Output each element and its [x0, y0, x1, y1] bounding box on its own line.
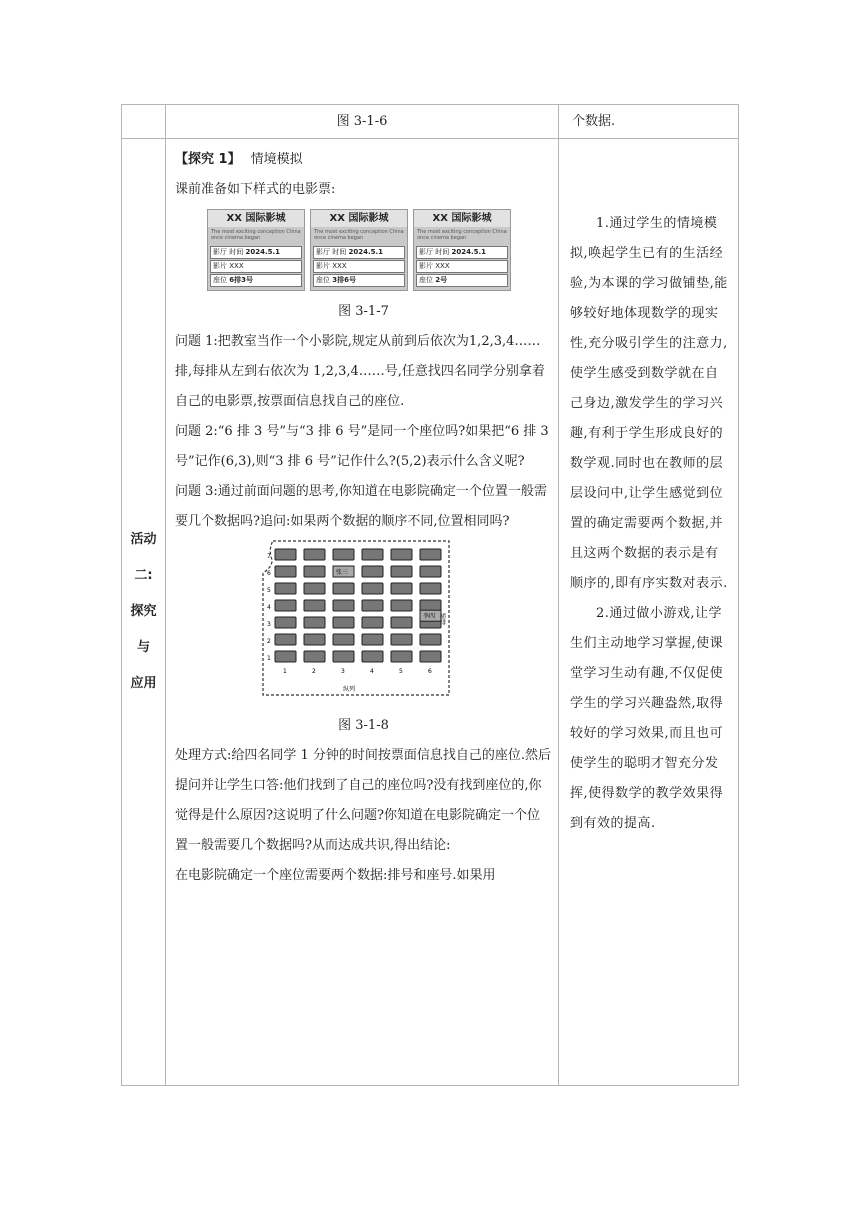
seat	[362, 566, 383, 577]
process-text: 处理方式:给四名同学 1 分钟的时间按票面信息找自己的座位.然后提问并让学生口答:他们找到了自己的座位吗?没有找到座位的,你觉得是什么原因?这说明了什么问题?你知道在电影院确定一个位置一般需要几个数据吗?从而达成共识,得出结论:	[175, 748, 552, 853]
ticket-date: 2024.5.1	[451, 248, 487, 256]
activity-label-line: 活动	[130, 532, 157, 547]
question-3: 问题 3:通过前面问题的思考,你知道在电影院确定一个位置一般需要几个数据吗?追问:如果两个数据的顺序不同,位置相同吗?	[175, 484, 547, 529]
ticket-slogan: The most exciting conception China once cinema began	[211, 229, 301, 241]
activity-label-line: 二:	[134, 568, 153, 583]
column-number-label: 4	[370, 668, 374, 675]
activity-label-line: 探究	[130, 604, 157, 619]
seat	[420, 549, 441, 560]
ticket-seat: 2号	[435, 276, 448, 284]
ticket-hall-label: 影厅	[419, 248, 433, 256]
row-number-label: 6	[267, 570, 271, 577]
ticket-figure	[207, 209, 552, 291]
ticket-brand: XX 国际影城	[208, 210, 304, 227]
seat	[304, 651, 325, 662]
conclusion-text: 在电影院确定一个座位需要两个数据:排号和座号.如果用	[175, 868, 496, 883]
ticket-seat: 3排6号	[332, 276, 356, 284]
section-title: 情境模拟	[250, 152, 303, 167]
ticket-film-label: 影片	[316, 262, 330, 270]
seat	[333, 549, 354, 560]
ticket-film: XXX	[229, 262, 244, 270]
ticket-line-seat	[210, 274, 302, 287]
ticket-line-film	[416, 260, 508, 273]
ticket-line-film	[210, 260, 302, 273]
seat	[333, 600, 354, 611]
seat	[275, 617, 296, 628]
seat	[304, 617, 325, 628]
side-note: 1.通过学生的情境模拟,唤起学生已有的生活经验,为本课的学习做铺垫,能够较好地体现数学的现实性,充分吸引学生的注意力,使学生感受到数学就在自己身边,激发学生的学习兴趣,有利于学生形成良好的数学观.同时也在教师的层层设问中,让学生感觉到位置的确定需要两个数据,并且这两个数据的表示是有顺序的,即有序实数对表示.	[570, 216, 728, 591]
seat	[391, 600, 412, 611]
movie-ticket	[310, 209, 408, 291]
ticket-brand: XX 国际影城	[414, 210, 510, 227]
section-badge: 【探究 1】	[175, 152, 241, 167]
ticket-seat: 6排3号	[229, 276, 253, 284]
question-2: 问题 2:“6 排 3 号”与“3 排 6 号”是同一个座位吗?如果把“6 排 3 号”记作(6,3),则“3 排 6 号”记作什么?(5,2)表示什么含义呢?	[175, 424, 549, 469]
seat	[362, 634, 383, 645]
row-number-label: 2	[267, 638, 271, 645]
activity-label	[122, 139, 166, 1086]
seat	[391, 634, 412, 645]
ticket-film-label: 影片	[419, 262, 433, 270]
seat	[275, 634, 296, 645]
column-number-label: 6	[428, 668, 432, 675]
seat	[275, 600, 296, 611]
intro-text: 课前准备如下样式的电影票:	[175, 182, 336, 197]
ticket-film: XXX	[332, 262, 347, 270]
ticket-time-label: 时间	[229, 248, 244, 256]
seat	[275, 549, 296, 560]
seat	[304, 634, 325, 645]
seat-person-a-label: 张三	[336, 569, 349, 576]
seat	[420, 566, 441, 577]
ticket-line-film	[313, 260, 405, 273]
column-number-label: 1	[283, 668, 287, 675]
ticket-brand: XX 国际影城	[311, 210, 407, 227]
ticket-film: XXX	[435, 262, 450, 270]
ticket-line-seat	[313, 274, 405, 287]
question-1: 问题 1:把教室当作一个小影院,规定从前到后依次为1,2,3,4……排,每排从左到右依次为 1,2,3,4……号,任意找四名同学分别拿着自己的电影票,按票面信息找自己的座位.	[175, 334, 545, 409]
column-number-label: 3	[341, 668, 345, 675]
row-number-label: 7	[267, 553, 271, 560]
figure-caption-3-1-8: 图 3-1-8	[338, 718, 389, 733]
seat-chart	[261, 539, 457, 699]
seat	[420, 583, 441, 594]
ticket-film-label: 影片	[213, 262, 227, 270]
activity-label-line: 与	[136, 640, 150, 655]
seat	[333, 583, 354, 594]
seat	[362, 617, 383, 628]
figure-caption-3-1-6: 图 3-1-6	[166, 105, 559, 139]
seat-chart-figure	[261, 539, 552, 711]
seat	[391, 617, 412, 628]
ticket-slogan: The most exciting conception China once cinema began	[417, 229, 507, 241]
column-axis-label: 纵列	[343, 686, 356, 693]
ticket-time-label: 时间	[332, 248, 347, 256]
ticket-date: 2024.5.1	[348, 248, 384, 256]
ticket-line-seat	[416, 274, 508, 287]
ticket-hall-label: 影厅	[213, 248, 227, 256]
ticket-line-time	[416, 246, 508, 259]
seat	[391, 583, 412, 594]
seat	[275, 651, 296, 662]
ticket-line-time	[313, 246, 405, 259]
seat	[275, 566, 296, 577]
row-axis-label: 横排	[438, 613, 446, 625]
side-note: 2.通过做小游戏,让学生们主动地学习掌握,使课堂学习生动有趣,不仅促使学生的学习兴趣盎然,取得较好的学习效果,而且也可使学生的聪明才智充分发挥,使得数学的教学效果得到有效的提高.	[570, 606, 724, 831]
main-content	[166, 139, 559, 1086]
movie-ticket	[413, 209, 511, 291]
lesson-table	[121, 104, 739, 1086]
seat	[391, 549, 412, 560]
ticket-seat-label: 座位	[419, 276, 433, 284]
ticket-line-time	[210, 246, 302, 259]
seat	[333, 651, 354, 662]
seat	[420, 600, 441, 611]
ticket-seat-label: 座位	[316, 276, 330, 284]
seat	[333, 617, 354, 628]
ticket-time-label: 时间	[435, 248, 450, 256]
seat	[304, 549, 325, 560]
seat	[362, 651, 383, 662]
seat	[391, 651, 412, 662]
seat	[304, 600, 325, 611]
row-number-label: 3	[267, 621, 271, 628]
seat	[304, 583, 325, 594]
ticket-hall-label: 影厅	[316, 248, 330, 256]
seat	[362, 600, 383, 611]
seat	[420, 651, 441, 662]
side-text-top: 个数据.	[559, 105, 739, 139]
activity-label-line: 应用	[130, 676, 157, 691]
seat-person-b-label: 李四	[423, 613, 436, 621]
design-notes	[559, 139, 739, 1086]
seat	[420, 634, 441, 645]
movie-ticket	[207, 209, 305, 291]
column-number-label: 2	[312, 668, 316, 675]
empty-cell	[122, 105, 166, 139]
column-number-label: 5	[399, 668, 403, 675]
seat	[333, 634, 354, 645]
ticket-slogan: The most exciting conception China once cinema began	[314, 229, 404, 241]
ticket-date: 2024.5.1	[245, 248, 281, 256]
figure-caption-3-1-7: 图 3-1-7	[338, 304, 389, 319]
seat	[391, 566, 412, 577]
row-number-label: 5	[267, 587, 271, 594]
seat	[362, 549, 383, 560]
row-number-label: 4	[267, 604, 271, 611]
ticket-seat-label: 座位	[213, 276, 227, 284]
seat	[362, 583, 383, 594]
section-heading	[175, 145, 552, 175]
seat	[304, 566, 325, 577]
row-number-label: 1	[267, 655, 271, 662]
seat	[275, 583, 296, 594]
